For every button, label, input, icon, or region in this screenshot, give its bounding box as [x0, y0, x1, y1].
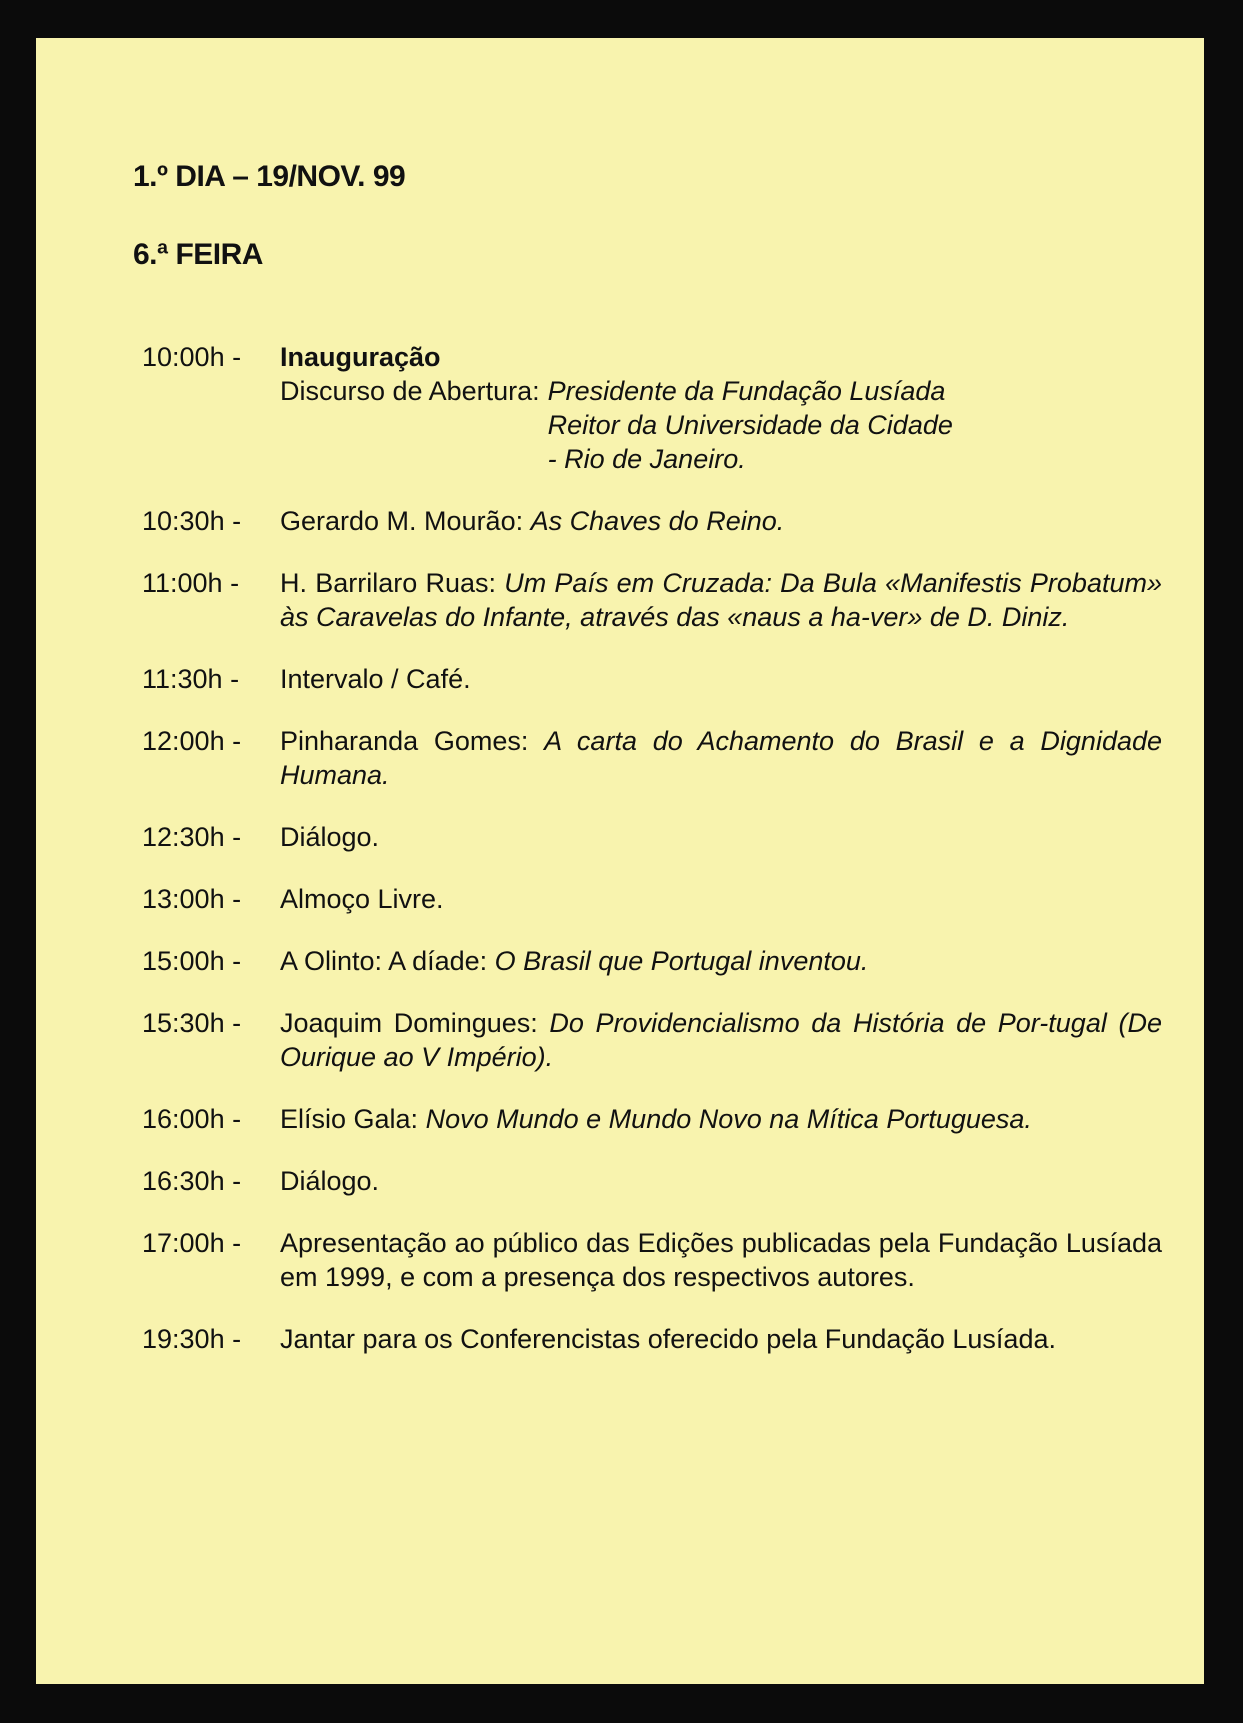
entry-time: 10:00h - — [142, 342, 242, 372]
entry-speaker: Gerardo M. Mourão: — [280, 506, 524, 536]
entry-title: O Brasil que Portugal inventou. — [494, 946, 869, 976]
schedule-entry — [142, 944, 1162, 978]
schedule-entry — [142, 1226, 1162, 1294]
entry-time: 12:00h - — [142, 726, 242, 756]
entry-speaker: H. Barrilaro Ruas: — [280, 568, 496, 598]
opening-line: Reitor da Universidade da Cidade — [547, 410, 953, 440]
schedule-entry — [142, 1322, 1162, 1356]
schedule-entry — [142, 724, 1162, 792]
opening-line: - Rio de Janeiro. — [547, 444, 746, 474]
entry-speaker: Diálogo. — [280, 822, 380, 852]
entry-speaker: Pinharanda Gomes: — [280, 726, 529, 756]
entry-speaker: Elísio Gala: — [280, 1104, 419, 1134]
schedule-entry — [142, 820, 1162, 854]
entry-time: 12:30h - — [142, 822, 242, 852]
opening-line: Presidente da Fundação Lusíada — [547, 376, 946, 406]
day-heading: 1.º DIA – 19/NOV. 99 — [133, 160, 406, 193]
entry-time: 13:00h - — [142, 884, 242, 914]
entry-title: Novo Mundo e Mundo Novo na Mítica Portuguesa. — [425, 1104, 1032, 1134]
entry-time: 10:30h - — [142, 506, 242, 536]
schedule-entry — [142, 1164, 1162, 1198]
entry-speaker: Apresentação ao público das Edições publicadas pela Fundação Lusíada em 1999, e com a presença dos respectivos autores. — [280, 1228, 1162, 1292]
schedule-entry — [142, 1006, 1162, 1074]
opening-label: Discurso de Abertura: — [280, 376, 540, 406]
schedule-entry — [142, 1102, 1162, 1136]
entry-time: 15:30h - — [142, 1008, 242, 1038]
entry-speaker: Jantar para os Conferencistas oferecido pela Fundação Lusíada. — [280, 1324, 1056, 1354]
entry-title: Um País em Cruzada: Da Bula «Manifestis Probatum» às Caravelas do Infante, através das «naus a ha-ver» de D. Diniz. — [280, 568, 1162, 632]
entry-speaker: Diálogo. — [280, 1166, 380, 1196]
entry-time: 16:30h - — [142, 1166, 242, 1196]
entry-title: Do Providencialismo da História de Por-tugal (De Ourique ao V Império). — [280, 1008, 1162, 1072]
document-page — [36, 38, 1204, 1684]
entry-time: 15:00h - — [142, 946, 242, 976]
schedule-entry — [142, 662, 1162, 696]
schedule-entry — [142, 882, 1162, 916]
entry-time: 19:30h - — [142, 1324, 242, 1354]
entry-time: 11:00h - — [142, 568, 240, 598]
entry-title: A carta do Achamento do Brasil e a Dignidade Humana. — [280, 726, 1163, 790]
entry-time: 11:30h - — [142, 664, 240, 694]
schedule-list — [142, 340, 1162, 1384]
opening-title: Inauguração — [280, 342, 441, 372]
entry-speaker: Almoço Livre. — [280, 884, 444, 914]
entry-speaker: A Olinto: A díade: — [280, 946, 488, 976]
schedule-entry-opening — [142, 340, 1162, 476]
schedule-entry — [142, 504, 1162, 538]
entry-speaker: Intervalo / Café. — [280, 664, 471, 694]
schedule-entry — [142, 566, 1162, 634]
entry-speaker: Joaquim Domingues: — [280, 1008, 538, 1038]
entry-time: 16:00h - — [142, 1104, 242, 1134]
entry-time: 17:00h - — [142, 1228, 242, 1258]
entry-title: As Chaves do Reino. — [530, 506, 785, 536]
weekday-heading: 6.ª FEIRA — [133, 238, 263, 271]
